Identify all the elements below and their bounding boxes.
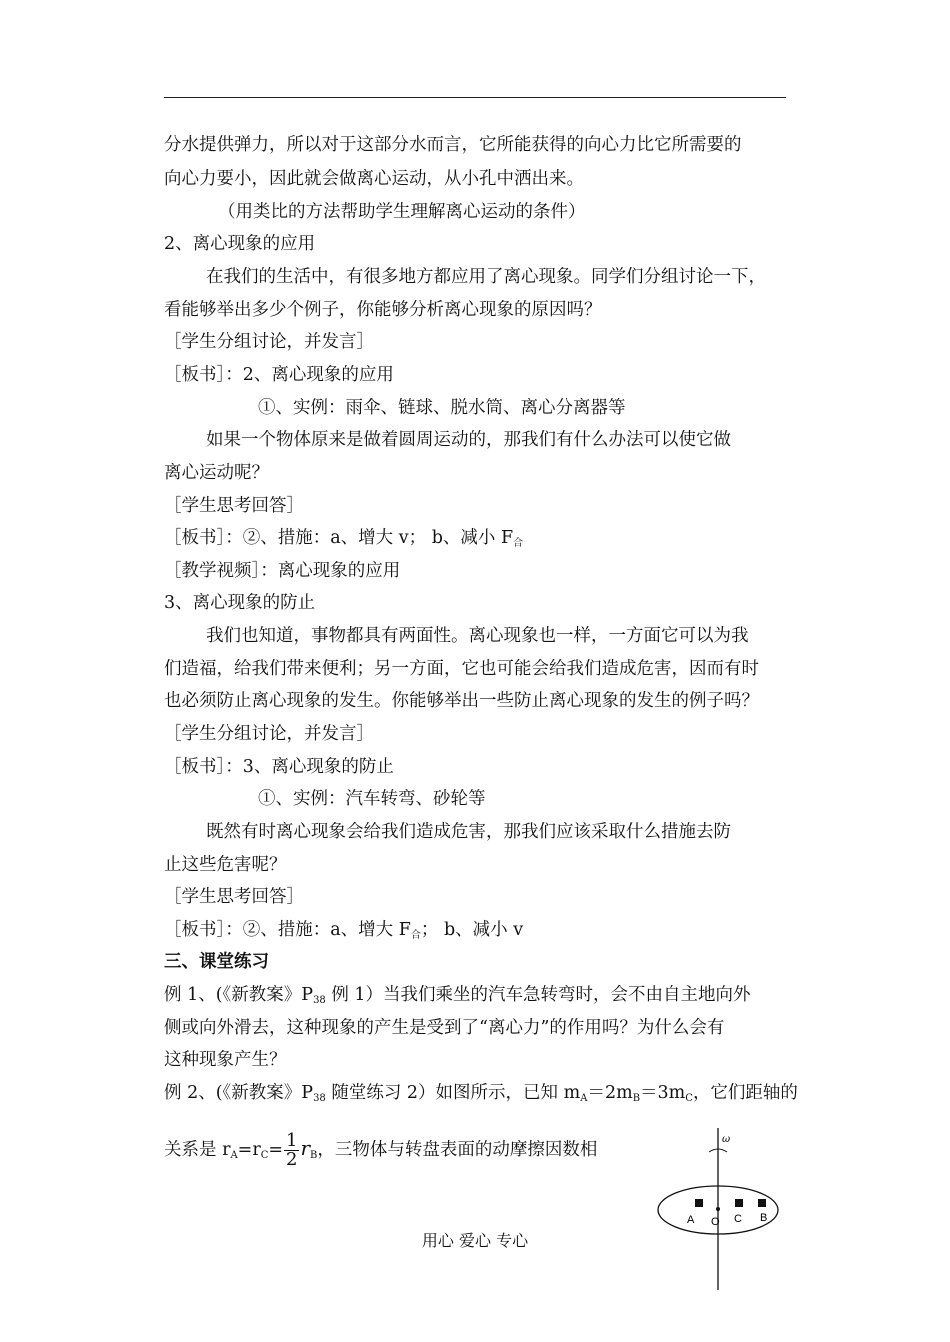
teaching-video: ［教学视频］：离心现象的应用 — [164, 561, 401, 581]
page-footer: 用心 爱心 专心 — [421, 1231, 529, 1250]
block-b — [758, 1199, 766, 1207]
board-note: ［板书］：3、离心现象的防止 — [164, 757, 394, 777]
section-heading: 2、离心现象的应用 — [164, 234, 316, 254]
axis-center-dot — [716, 1207, 720, 1211]
paragraph-line: 也必须防止离心现象的发生。你能够举出一些防止离心现象的发生的例子吗？ — [164, 691, 759, 711]
paragraph-line: 这种现象产生？ — [164, 1050, 287, 1070]
paragraph-line: 离心运动呢？ — [164, 463, 269, 483]
header-rule — [164, 97, 786, 98]
label-b: B — [760, 1212, 768, 1224]
paragraph-line: 我们也知道，事物都具有两面性。离心现象也一样，一方面它可以为我 — [206, 626, 749, 646]
board-note: ［板书］：2、离心现象的应用 — [164, 365, 394, 385]
paragraph-line: 分水提供弹力，所以对于这部分水而言，它所能获得的向心力比它所需要的 — [164, 135, 742, 155]
paragraph-line: （用类比的方法帮助学生理解离心运动的条件） — [218, 202, 586, 222]
paragraph-line: 向心力要小，因此就会做离心运动，从小孔中洒出来。 — [164, 169, 584, 189]
relation-line: 关系是 $r_A=r_C=$ $\frac{1}{2}$ $r_B$，三物体与转盘表面的动摩擦因数相 — [164, 1130, 598, 1170]
paragraph-line: 在我们的生活中，有很多地方都应用了离心现象。同学们分组讨论一下， — [206, 267, 766, 287]
example-1: 例 1、(《新教案》$P_{38}$ 例 1）当我们乘坐的汽车急转弯时，会不由自主地向外 — [164, 985, 751, 1006]
paragraph-line: 如果一个物体原来是做着圆周运动的，那我们有什么办法可以使它做 — [206, 430, 731, 450]
label-a: A — [687, 1214, 695, 1226]
label-o: O — [711, 1216, 720, 1228]
board-note-measures: ［板书］：②、措施：a、增大 v； b、减小 $F_合$ — [164, 528, 524, 549]
paragraph-line: 侧或向外滑去，这种现象的产生是受到了“离心力”的作用吗？为什么会有 — [164, 1018, 725, 1038]
section-heading-practice: 三、课堂练习 — [164, 952, 269, 972]
student-activity: ［学生分组讨论，并发言］ — [164, 332, 374, 352]
fraction: $\frac{1}{2}$ — [286, 1130, 298, 1170]
student-activity: ［学生思考回答］ — [164, 887, 304, 907]
label-c: C — [734, 1213, 742, 1225]
paragraph-line: 止这些危害呢？ — [164, 855, 287, 875]
example-2: 例 2、(《新教案》$P_{38}$ 随堂练习 2）如图所示，已知 $m_A=2m_B=3m_C$，它们距轴的 — [164, 1083, 798, 1104]
turntable-diagram — [650, 1128, 790, 1294]
paragraph-line: 既然有时离心现象会给我们造成危害，那我们应该采取什么措施去防 — [206, 822, 731, 842]
board-note-item: ①、实例：雨伞、链球、脱水筒、离心分离器等 — [258, 398, 626, 418]
omega-label: ω — [722, 1134, 731, 1145]
block-c — [735, 1199, 743, 1207]
student-activity: ［学生思考回答］ — [164, 496, 304, 516]
paragraph-line: 看能够举出多少个例子，你能够分析离心现象的原因吗？ — [164, 300, 602, 320]
board-note-item: ①、实例：汽车转弯、砂轮等 — [258, 789, 486, 809]
paragraph-line: 们造福，给我们带来便利；另一方面，它也可能会给我们造成危害，因而有时 — [164, 659, 759, 679]
student-activity: ［学生分组讨论，并发言］ — [164, 724, 374, 744]
section-heading: 3、离心现象的防止 — [164, 593, 316, 613]
board-note-measures: ［板书］：②、措施：a、增大 $F_合$； b、减小 v — [164, 920, 524, 941]
block-a — [695, 1199, 703, 1207]
